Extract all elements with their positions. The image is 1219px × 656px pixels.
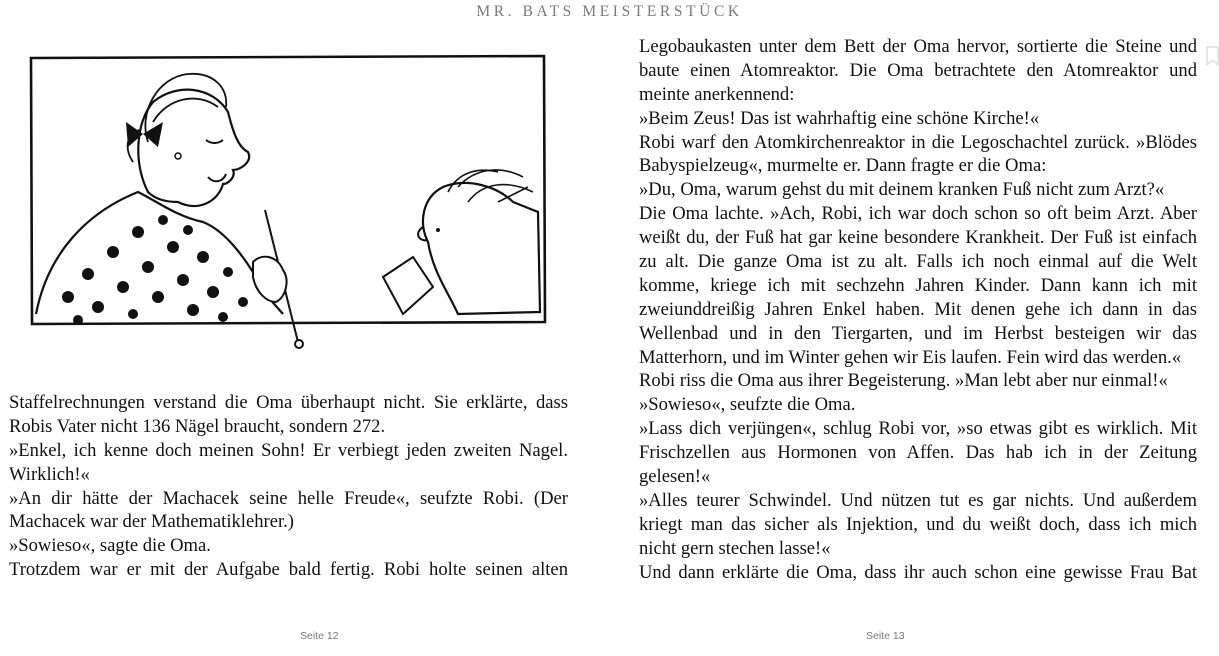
illustration-grandma-and-boy-icon: [28, 52, 548, 352]
text-line: Staffelrechnungen verstand die Oma überhaupt nicht. Sie erklärte, dass: [9, 392, 568, 413]
text-line: baute einen Atomreaktor. Die Oma betrachtete den Atomreaktor und: [639, 59, 1197, 81]
text-line: Wirklich!«: [9, 463, 90, 485]
text-line: »Sowieso«, seufzte die Oma.: [639, 394, 856, 416]
text-line: meinte anerkennend:: [639, 83, 795, 105]
text-line: »An dir hätte der Machacek seine helle Freude«, seufzte Robi. (Der: [9, 487, 568, 509]
text-line: Machacek war der Mathematiklehrer.): [9, 511, 294, 533]
text-line: Robis Vater nicht 136 Nägel braucht, sondern 272.: [9, 415, 386, 437]
right-page-text: [639, 35, 1197, 584]
page-number-right: Seite 13: [866, 630, 905, 642]
text-line: »Alles teurer Schwindel. Und nützen tut es gar nichts. Und außerdem: [639, 489, 1197, 511]
text-line: »Beim Zeus! Das ist wahrhaftig eine schöne Kirche!«: [639, 107, 1040, 129]
left-page-text: [9, 391, 568, 582]
text-line: »Sowieso«, sagte die Oma.: [9, 535, 211, 557]
text-line: Robi riss die Oma aus ihrer Begeisterung. »Man lebt aber nur einmal!«: [639, 370, 1168, 392]
text-line: Wellenbad und in den Tiergarten, und im Herbst besteigen wir das: [639, 322, 1197, 344]
text-line: Trotzdem war er mit der Aufgabe bald fertig. Robi holte seinen alten: [9, 559, 568, 581]
text-line: Robi warf den Atomkirchenreaktor in die Legoschachtel zurück. »Blödes: [639, 131, 1197, 153]
book-title: MR. BATS MEISTERSTÜCK: [476, 3, 743, 20]
text-line: »Enkel, ich kenne doch meinen Sohn! Er verbiegt jeden zweiten Nagel.: [9, 439, 568, 461]
bookmark-icon[interactable]: [1206, 46, 1219, 66]
text-line: Matterhorn, und im Winter gehen wir Eis laufen. Fein wird das werden.«: [639, 346, 1182, 368]
text-line: Babyspielzeug«, murmelte er. Dann fragte er die Oma:: [639, 155, 1047, 177]
text-line: Die Oma lachte. »Ach, Robi, ich war doch schon so oft beim Arzt. Aber: [639, 203, 1197, 225]
page-number-left: Seite 12: [300, 630, 339, 642]
text-line: komme, kriege ich mit sechzehn Jahren Kinder. Dann kann ich mit: [639, 274, 1197, 296]
text-line: Und dann erklärte die Oma, dass ihr auch schon eine gewisse Frau Bat: [639, 561, 1197, 583]
illustration-image: [28, 52, 548, 352]
text-line: zu alt. Die ganze Oma ist zu alt. Falls ich noch einmal auf die Welt: [639, 251, 1197, 273]
text-line: nicht gern stechen lasse!«: [639, 537, 831, 559]
text-line: kriegt man das sicher als Injektion, und du weißt doch, dass ich mich: [639, 513, 1197, 535]
text-line: zweiunddreißig Jahren Enkel haben. Mit denen gehe ich dann in das: [639, 298, 1197, 320]
text-line: »Du, Oma, warum gehst du mit deinem kranken Fuß nicht zum Arzt?«: [639, 179, 1165, 201]
right-page[interactable]: [610, 0, 1219, 656]
text-line: »Lass dich verjüngen«, schlug Robi vor, »so etwas gibt es wirklich. Mit: [639, 418, 1197, 440]
text-line: gelesen!«: [639, 466, 711, 488]
text-line: Legobaukasten unter dem Bett der Oma hervor, sortierte die Steine und: [639, 36, 1197, 57]
text-line: weißt du, der Fuß hat gar keine besondere Krankheit. Der Fuß ist einfach: [639, 227, 1197, 249]
text-line: Frischzellen aus Hormonen von Affen. Das hab ich in der Zeitung: [639, 442, 1197, 464]
